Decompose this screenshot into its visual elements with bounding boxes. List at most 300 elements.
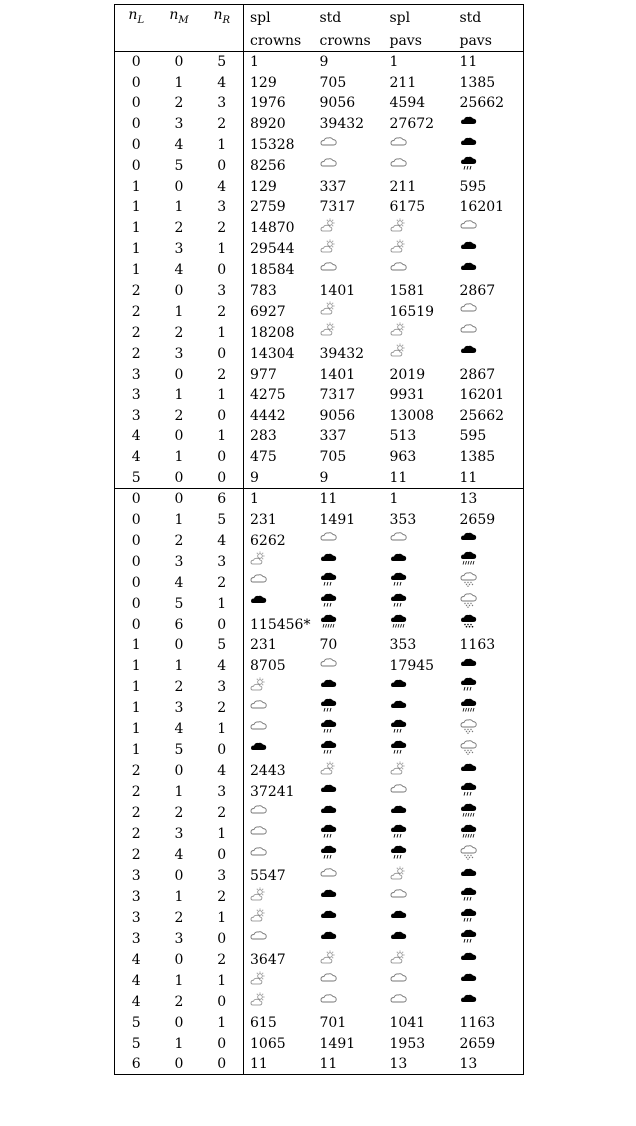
cell-std-crowns <box>314 866 384 887</box>
table-row <box>115 572 524 593</box>
cloud-dark-icon <box>320 908 337 929</box>
sun-cloud-icon <box>390 218 407 239</box>
table-row <box>115 488 524 509</box>
cell-spl-pavs <box>384 614 454 635</box>
cell-nM: 2 <box>174 910 184 927</box>
cell-spl-pavs <box>384 156 454 177</box>
cell-std-crowns: 9 <box>319 54 329 71</box>
table-row <box>115 908 524 929</box>
cell-std-crowns: 1491 <box>319 511 356 528</box>
header-std-crowns-bottom: crowns <box>314 31 384 52</box>
table-row <box>115 803 524 824</box>
cell-nL: 3 <box>131 931 141 948</box>
cloud-dark-icon <box>460 343 477 364</box>
cell-std-crowns <box>314 761 384 782</box>
cell-nR: 1 <box>217 387 227 404</box>
cloud-icon <box>320 992 337 1013</box>
cell-std-crowns <box>314 593 384 614</box>
table-row <box>115 845 524 866</box>
cell-nL: 4 <box>131 449 141 466</box>
cell-nM: 4 <box>174 137 184 154</box>
cell-spl-pavs: 353 <box>389 511 417 528</box>
cloud-icon <box>320 656 337 677</box>
cell-nR: 3 <box>217 868 227 885</box>
cell-nR: 5 <box>217 637 227 654</box>
rain-icon <box>320 824 337 845</box>
sun-cloud-icon <box>250 908 267 929</box>
cell-nR: 3 <box>217 95 227 112</box>
cell-nR: 0 <box>217 616 227 633</box>
table-row <box>115 635 524 656</box>
cell-spl-crowns <box>244 929 314 950</box>
table-row <box>115 343 524 364</box>
cell-nM: 0 <box>174 469 184 486</box>
table-row <box>115 72 524 93</box>
cell-spl-pavs: 1953 <box>389 1035 426 1052</box>
header-row-1 <box>115 5 524 31</box>
cell-nL: 1 <box>131 658 141 675</box>
cell-nR: 1 <box>217 721 227 738</box>
cell-std-crowns: 70 <box>319 637 338 654</box>
heavy-rain-icon <box>460 803 477 824</box>
cloud-icon <box>390 260 407 281</box>
cell-spl-crowns: 29544 <box>244 239 314 260</box>
cloud-dark-icon <box>460 260 477 281</box>
cell-nM: 3 <box>174 116 184 133</box>
cell-spl-pavs <box>384 260 454 281</box>
cell-std-pavs <box>454 824 524 845</box>
cell-nR: 1 <box>217 1015 227 1031</box>
cell-std-pavs: 25662 <box>459 407 505 424</box>
cloud-icon <box>250 572 267 593</box>
header-std-crowns-top: std <box>319 9 342 26</box>
sun-cloud-icon <box>390 239 407 260</box>
cell-nR: 0 <box>217 1056 227 1073</box>
cell-nL: 0 <box>131 511 141 528</box>
cell-std-crowns: 7317 <box>319 387 356 404</box>
cell-std-pavs: 16201 <box>459 199 505 216</box>
header-spl-pavs-bottom: pavs <box>384 31 454 52</box>
cell-nR: 0 <box>217 469 227 486</box>
cloud-dark-icon <box>460 135 477 156</box>
cell-nL: 1 <box>131 679 141 696</box>
header-std-pavs-bottom: pavs <box>454 31 524 52</box>
cell-std-pavs: 11 <box>459 469 478 486</box>
cell-nM: 1 <box>174 511 184 528</box>
cell-nL: 5 <box>131 1015 141 1031</box>
table-row <box>115 929 524 950</box>
cell-std-pavs <box>454 301 524 322</box>
cell-spl-pavs: 2019 <box>389 366 426 383</box>
cell-spl-pavs <box>384 845 454 866</box>
table-row <box>115 824 524 845</box>
sun-cloud-icon <box>320 950 337 971</box>
rain-icon <box>390 593 407 614</box>
cell-nR: 2 <box>217 805 227 822</box>
cell-nM: 0 <box>174 637 184 654</box>
cell-nR: 2 <box>217 220 227 237</box>
table-row <box>115 593 524 614</box>
cell-spl-crowns <box>244 572 314 593</box>
cell-spl-crowns <box>244 971 314 992</box>
cell-spl-crowns: 5547 <box>244 866 314 887</box>
cell-nL: 0 <box>131 553 141 570</box>
cloud-dark-icon <box>460 971 477 992</box>
cell-spl-pavs: 13008 <box>389 407 435 424</box>
cell-nR: 2 <box>217 700 227 717</box>
cell-spl-pavs: 13 <box>389 1056 408 1073</box>
cell-spl-crowns: 8256 <box>244 156 314 177</box>
rain-icon <box>320 740 337 761</box>
rain-icon <box>390 719 407 740</box>
cell-nL: 0 <box>131 574 141 591</box>
cell-std-pavs <box>454 677 524 698</box>
cell-std-pavs <box>454 593 524 614</box>
sun-cloud-icon <box>390 761 407 782</box>
cell-spl-crowns <box>244 845 314 866</box>
rain-icon <box>460 929 477 950</box>
cloud-dark-icon <box>460 530 477 551</box>
sun-cloud-icon <box>250 677 267 698</box>
table-row <box>115 93 524 114</box>
table-row <box>115 992 524 1013</box>
cell-std-pavs: 11 <box>459 54 478 71</box>
table-row <box>115 426 524 447</box>
sun-cloud-icon <box>320 239 337 260</box>
cloud-dark-icon <box>390 929 407 950</box>
cell-std-crowns: 705 <box>319 74 347 91</box>
snow-icon <box>460 719 477 740</box>
table-row <box>115 887 524 908</box>
cell-std-pavs: 2867 <box>459 283 496 300</box>
cell-nM: 5 <box>174 742 184 759</box>
cell-std-crowns <box>314 239 384 260</box>
cell-std-crowns <box>314 719 384 740</box>
cell-spl-crowns <box>244 992 314 1013</box>
cell-nL: 2 <box>131 283 141 300</box>
table-row <box>115 239 524 260</box>
cell-nL: 3 <box>131 910 141 927</box>
cell-nM: 1 <box>174 199 184 216</box>
cell-std-crowns <box>314 156 384 177</box>
cloud-dark-icon <box>460 992 477 1013</box>
cell-nL: 1 <box>131 700 141 717</box>
cell-spl-pavs: 11 <box>389 469 408 486</box>
table-row <box>115 530 524 551</box>
cell-spl-crowns: 2759 <box>244 197 314 218</box>
cell-std-pavs <box>454 782 524 803</box>
heavy-rain-icon <box>460 698 477 719</box>
cell-spl-pavs: 17945 <box>389 658 435 675</box>
cell-nL: 1 <box>131 637 141 654</box>
cell-spl-pavs <box>384 950 454 971</box>
storm-icon <box>460 614 477 635</box>
cell-nL: 0 <box>131 116 141 133</box>
cell-spl-crowns: 1 <box>244 51 314 72</box>
sun-cloud-icon <box>390 950 407 971</box>
cell-nL: 5 <box>131 469 141 486</box>
cloud-dark-icon <box>460 950 477 971</box>
cell-spl-crowns <box>244 740 314 761</box>
cell-nR: 4 <box>217 532 227 549</box>
table-row <box>115 971 524 992</box>
cell-spl-crowns <box>244 908 314 929</box>
cell-nL: 1 <box>131 262 141 279</box>
cell-nL: 3 <box>131 366 141 383</box>
table-row <box>115 51 524 72</box>
cell-nM: 0 <box>174 428 184 445</box>
table-row <box>115 177 524 198</box>
cell-std-crowns <box>314 908 384 929</box>
cell-std-crowns: 39432 <box>319 345 365 362</box>
cell-spl-crowns: 14870 <box>244 218 314 239</box>
sun-cloud-icon <box>320 761 337 782</box>
cloud-icon <box>250 929 267 950</box>
cell-std-pavs: 1163 <box>459 637 496 654</box>
cloud-dark-icon <box>460 114 477 135</box>
cell-std-pavs <box>454 719 524 740</box>
cell-nM: 3 <box>174 931 184 948</box>
cell-spl-pavs <box>384 992 454 1013</box>
cell-nM: 1 <box>174 973 184 990</box>
cell-nL: 2 <box>131 847 141 864</box>
cloud-dark-icon <box>320 782 337 803</box>
cell-nL: 1 <box>131 721 141 738</box>
cell-std-pavs <box>454 866 524 887</box>
cloud-icon <box>460 301 477 322</box>
cell-spl-crowns: 18208 <box>244 322 314 343</box>
cell-std-crowns: 1491 <box>319 1035 356 1052</box>
cell-spl-pavs <box>384 887 454 908</box>
cloud-dark-icon <box>320 803 337 824</box>
heavy-rain-icon <box>460 551 477 572</box>
cell-nR: 2 <box>217 303 227 320</box>
cell-spl-crowns <box>244 719 314 740</box>
cell-nL: 0 <box>131 54 141 71</box>
cell-std-crowns <box>314 301 384 322</box>
cell-std-pavs <box>454 322 524 343</box>
cell-std-crowns: 337 <box>319 178 347 195</box>
cell-spl-crowns: 231 <box>244 510 314 531</box>
cell-nL: 3 <box>131 407 141 424</box>
cell-nR: 2 <box>217 366 227 383</box>
cell-spl-crowns: 3647 <box>244 950 314 971</box>
table-row <box>115 866 524 887</box>
cloud-dark-icon <box>320 551 337 572</box>
table-row <box>115 322 524 343</box>
cell-spl-pavs <box>384 803 454 824</box>
cell-nM: 2 <box>174 407 184 424</box>
cell-std-crowns <box>314 135 384 156</box>
cell-spl-pavs <box>384 929 454 950</box>
cell-nL: 0 <box>131 595 141 612</box>
cell-nR: 1 <box>217 428 227 445</box>
header-std-pavs-top: std <box>459 9 482 26</box>
cell-std-pavs: 595 <box>459 178 487 195</box>
rain-icon <box>460 887 477 908</box>
cell-spl-pavs: 1041 <box>389 1015 426 1031</box>
cloud-icon <box>460 218 477 239</box>
table-row <box>115 656 524 677</box>
sun-cloud-icon <box>320 301 337 322</box>
cell-std-crowns <box>314 530 384 551</box>
cell-nM: 2 <box>174 805 184 822</box>
cloud-dark-icon <box>320 677 337 698</box>
table-row <box>115 406 524 427</box>
cell-spl-crowns: 14304 <box>244 343 314 364</box>
cell-spl-crowns: 18584 <box>244 260 314 281</box>
cell-nL: 4 <box>131 428 141 445</box>
table-row <box>115 1013 524 1034</box>
cell-spl-crowns <box>244 698 314 719</box>
cell-std-crowns <box>314 824 384 845</box>
sun-cloud-icon <box>390 866 407 887</box>
cell-spl-pavs <box>384 572 454 593</box>
snow-icon <box>460 593 477 614</box>
cell-std-crowns <box>314 322 384 343</box>
cell-nL: 2 <box>131 345 141 362</box>
cell-nL: 1 <box>131 220 141 237</box>
snow-icon <box>460 845 477 866</box>
cell-nM: 5 <box>174 158 184 175</box>
snow-icon <box>460 740 477 761</box>
cell-spl-pavs <box>384 593 454 614</box>
cell-nR: 1 <box>217 241 227 258</box>
table-row <box>115 719 524 740</box>
cell-nL: 0 <box>115 488 158 509</box>
cloud-icon <box>320 156 337 177</box>
rain-icon <box>320 719 337 740</box>
sun-cloud-icon <box>390 343 407 364</box>
table-row <box>115 197 524 218</box>
results-table <box>114 4 524 1075</box>
cloud-dark-icon <box>460 866 477 887</box>
sun-cloud-icon <box>250 887 267 908</box>
rain-icon <box>320 698 337 719</box>
cell-std-crowns: 39432 <box>319 116 365 133</box>
cloud-dark-icon <box>320 887 337 908</box>
rain-icon <box>390 572 407 593</box>
table-row <box>115 385 524 406</box>
cell-nL: 0 <box>131 158 141 175</box>
cloud-dark-icon <box>320 929 337 950</box>
cell-std-pavs: 13 <box>459 1056 478 1073</box>
cloud-icon <box>390 156 407 177</box>
cell-std-pavs <box>454 114 524 135</box>
table-row <box>115 364 524 385</box>
cell-nR: 0 <box>217 742 227 759</box>
cell-std-crowns <box>314 782 384 803</box>
rain-icon <box>460 782 477 803</box>
cell-spl-crowns: 1 <box>244 488 314 509</box>
cell-std-pavs: 25662 <box>459 95 505 112</box>
cell-std-pavs: 16201 <box>459 387 505 404</box>
cell-nM: 1 <box>174 387 184 404</box>
cell-spl-pavs <box>384 908 454 929</box>
cell-nM: 0 <box>158 488 201 509</box>
cell-nL: 3 <box>131 868 141 885</box>
cloud-icon <box>250 698 267 719</box>
cloud-icon <box>390 971 407 992</box>
cell-spl-crowns: 1976 <box>244 93 314 114</box>
cloud-icon <box>390 135 407 156</box>
cell-std-crowns: 701 <box>319 1015 347 1031</box>
cloud-icon <box>250 803 267 824</box>
table-row <box>115 510 524 531</box>
cloud-icon <box>320 971 337 992</box>
cell-nR: 0 <box>217 449 227 466</box>
sun-cloud-icon <box>320 322 337 343</box>
cell-std-pavs <box>454 803 524 824</box>
cell-spl-crowns: 977 <box>244 364 314 385</box>
cell-nM: 1 <box>174 784 184 801</box>
cell-spl-crowns <box>244 824 314 845</box>
cell-nR: 1 <box>217 595 227 612</box>
rain-icon <box>320 572 337 593</box>
sun-cloud-icon <box>390 322 407 343</box>
rain-icon <box>390 740 407 761</box>
sun-cloud-icon <box>250 551 267 572</box>
cell-nM: 1 <box>174 74 184 91</box>
cell-std-crowns <box>314 218 384 239</box>
cell-spl-pavs <box>384 698 454 719</box>
cell-std-pavs: 1163 <box>459 1015 496 1031</box>
cell-std-crowns <box>314 971 384 992</box>
table-row <box>115 156 524 177</box>
cell-spl-pavs <box>384 551 454 572</box>
cell-spl-pavs: 16519 <box>389 303 435 320</box>
cell-std-crowns: 1401 <box>319 366 356 383</box>
cell-nR: 4 <box>217 74 227 91</box>
cell-nR: 2 <box>217 116 227 133</box>
cell-spl-pavs <box>384 322 454 343</box>
cell-spl-crowns: 4275 <box>244 385 314 406</box>
cell-std-crowns <box>314 950 384 971</box>
cell-nR: 0 <box>217 158 227 175</box>
cell-nM: 0 <box>174 366 184 383</box>
cell-std-pavs <box>454 260 524 281</box>
cell-std-crowns: 9056 <box>319 407 356 424</box>
cell-spl-pavs: 353 <box>389 637 417 654</box>
cell-spl-crowns: 115456* <box>244 614 314 635</box>
cell-nR: 5 <box>217 54 227 71</box>
table-row <box>115 1054 524 1075</box>
cell-nM: 3 <box>174 700 184 717</box>
cell-std-pavs <box>454 929 524 950</box>
cell-nL: 6 <box>131 1056 141 1073</box>
cloud-icon <box>320 135 337 156</box>
cell-spl-pavs: 1581 <box>389 283 426 300</box>
cell-std-crowns <box>314 992 384 1013</box>
cell-spl-crowns: 783 <box>244 281 314 302</box>
table-row <box>115 740 524 761</box>
cell-nL: 4 <box>131 952 141 969</box>
cell-std-pavs <box>454 218 524 239</box>
cell-std-crowns <box>314 887 384 908</box>
cell-nM: 4 <box>174 262 184 279</box>
cell-nR: 0 <box>217 407 227 424</box>
cell-spl-pavs <box>384 343 454 364</box>
cell-nM: 0 <box>174 868 184 885</box>
cloud-dark-icon <box>390 677 407 698</box>
cloud-icon <box>390 782 407 803</box>
rain-icon <box>460 677 477 698</box>
cell-nR: 3 <box>217 199 227 216</box>
header-nR: $n_R$ <box>213 7 231 26</box>
cell-nL: 0 <box>131 95 141 112</box>
table-row <box>115 761 524 782</box>
cell-spl-pavs <box>384 971 454 992</box>
